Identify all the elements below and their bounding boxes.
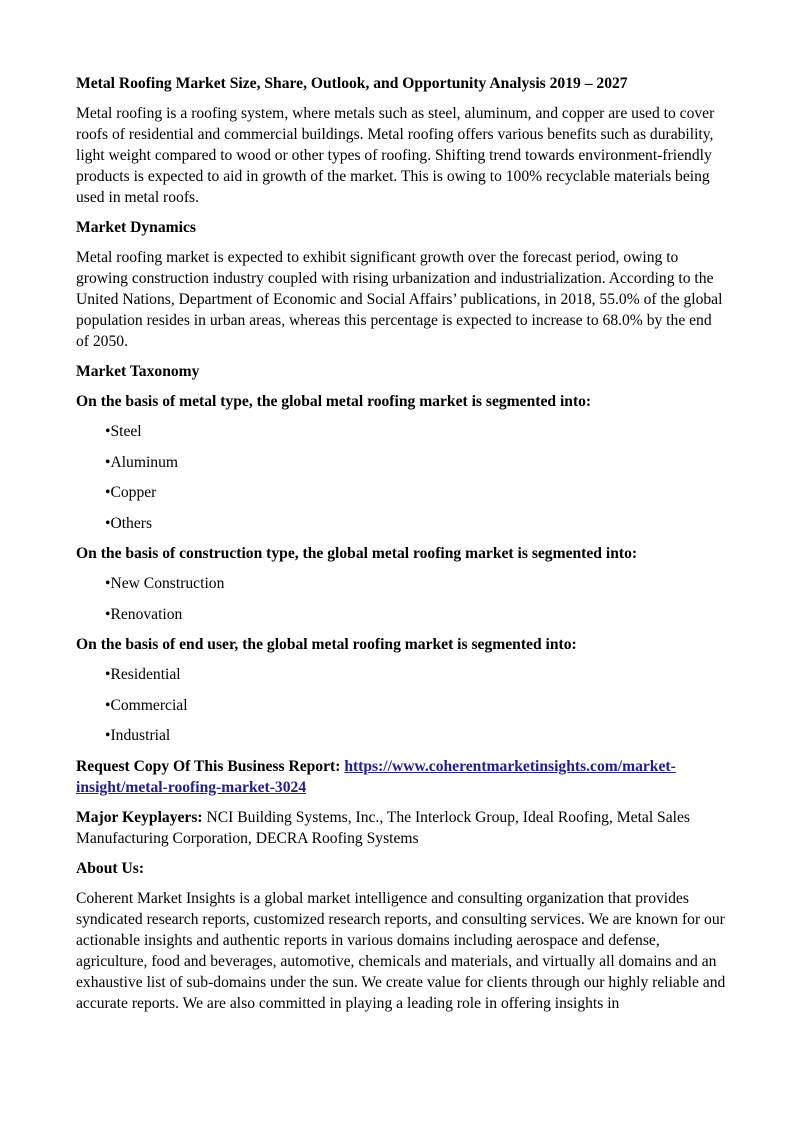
construction-type-list (76, 573, 726, 625)
list-item: •Residential (105, 666, 181, 683)
keyplayers-label: Major Keyplayers: (76, 808, 203, 826)
list-item: •Renovation (105, 605, 183, 623)
request-copy-paragraph (76, 756, 726, 798)
construction-type-heading: On the basis of construction type, the global metal roofing market is segmented into: (76, 545, 638, 562)
list-item: •Commercial (105, 696, 188, 714)
document-title: Metal Roofing Market Size, Share, Outlook, and Opportunity Analysis 2019 – 2027 (76, 75, 628, 92)
document-page (76, 73, 726, 1023)
list-item: •Aluminum (105, 453, 179, 471)
market-dynamics-heading: Market Dynamics (76, 219, 196, 236)
list-item: •Others (105, 514, 153, 532)
about-us-heading: About Us: (76, 859, 145, 877)
about-us-paragraph: Coherent Market Insights is a global market intelligence and consulting organization that provides syndicated research reports, customized research reports, and consulting services. We are known for our actionable insights and authentic reports in various domains including aerospace and defense, agriculture, food and beverages, automotive, chemicals and materials, and virtually all domains and an exhaustive list of sub-domains under the sun. We create value for clients through our highly reliable and accurate reports. We are also committed in playing a leading role in offering insights in (76, 889, 726, 1012)
keyplayers-paragraph (76, 807, 726, 849)
request-copy-label: Request Copy Of This Business Report: (76, 757, 345, 775)
metal-type-list (76, 421, 726, 534)
keyplayers-text: NCI Building Systems, Inc., The Interlock Group, Ideal Roofing, Metal Sales Manufacturing Corporation, DECRA Roofing Systems (76, 808, 690, 847)
market-dynamics-paragraph: Metal roofing market is expected to exhibit significant growth over the forecast period, owing to growing construction industry coupled with rising urbanization and industrialization. According to the United Nations, Department of Economic and Social Affairs’ publications, in 2018, 55.0% of the global population resides in urban areas, whereas this percentage is expected to increase to 68.0% by the end of 2050. (76, 249, 723, 350)
list-item: •New Construction (105, 575, 225, 592)
end-user-heading: On the basis of end user, the global metal roofing market is segmented into: (76, 636, 577, 653)
metal-type-heading: On the basis of metal type, the global metal roofing market is segmented into: (76, 393, 592, 410)
list-item: •Industrial (105, 727, 171, 744)
list-item: •Steel (105, 423, 142, 440)
market-taxonomy-heading: Market Taxonomy (76, 363, 200, 380)
report-link[interactable]: https://www.coherentmarketinsights.com/market-insight/metal-roofing-market-3024 (76, 757, 676, 796)
list-item: •Copper (105, 484, 157, 501)
end-user-list (76, 664, 726, 746)
intro-paragraph: Metal roofing is a roofing system, where metals such as steel, aluminum, and copper are used to cover roofs of residential and commercial buildings. Metal roofing offers various benefits such as durability, light weight compared to wood or other types of roofing. Shifting trend towards environment-friendly products is expected to aid in growth of the market. This is owing to 100% recyclable materials being used in metal roofs. (76, 105, 715, 206)
